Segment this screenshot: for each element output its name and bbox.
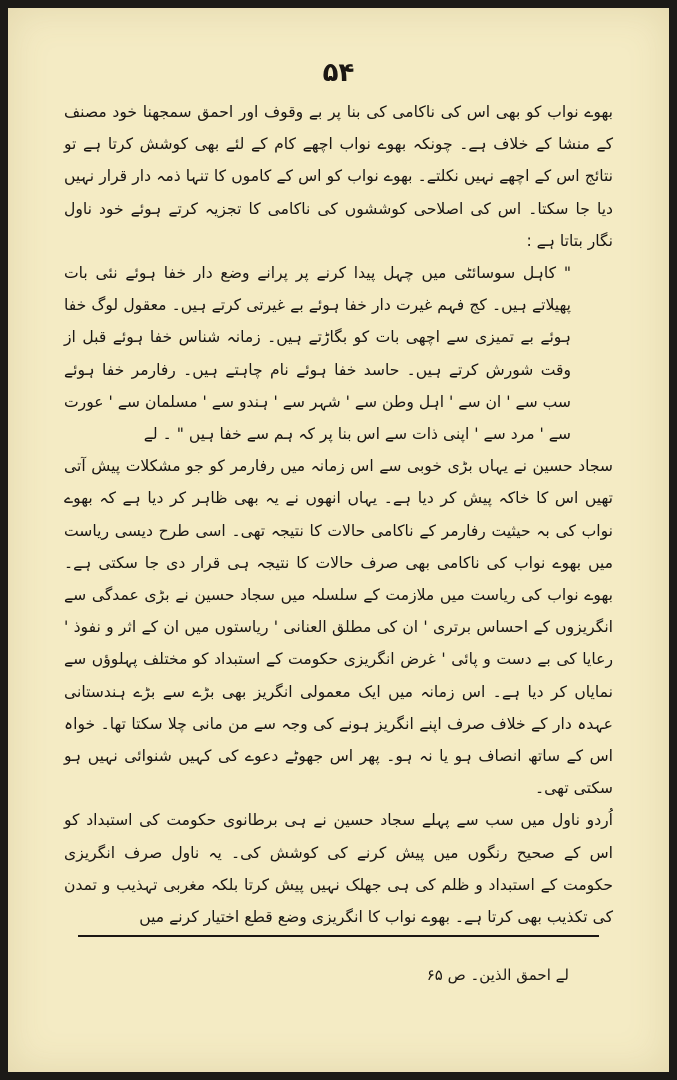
footnote: لے احمق الذین۔ ص ۶۵ (426, 966, 569, 984)
paragraph-analysis: سجاد حسین نے یہاں بڑی خوبی سے اس زمانہ میں رفارمر کو جو مشکلات پیش آتی تھیں اس کا خاکہ پیش کر دیا ہے۔ یہاں انھوں نے یہ بھی ظاہر کر دیا ہے کہ بھوے نواب کی بہ حیثیت رفارمر کے ناکامی حالات کا نتیجہ تھی۔ اسی طرح دیسی ریاست میں بھوے نواب کی ناکامی بھی صرف حالات کا نتیجہ ہی قرار دی جا سکتی ہے۔ بھوے نواب کی ریاست میں ملازمت کے سلسلہ میں سجاد حسین نے بڑی عمدگی سے انگریزوں کے احساس برتری ' ان کی مطلق العنانی ' ریاستوں میں ان کے اثر و نفوذ ' رعایا کی بے دست و پائی ' غرض انگریزی حکومت کے استبداد کو مختلف پہلوؤں سے نمایاں کر دیا ہے۔ اس زمانہ میں ایک معمولی انگریز بھی بڑے سے بڑے ہندستانی عہدہ دار کے خلاف صرف اپنے انگریز ہونے کی وجہ سے من مانی چلا سکتا تھا۔ خواہ اس کے ساتھ انصاف ہو یا نہ ہو۔ پھر اس جھوٹے دعوے کی کہیں شنوائی نہیں ہو سکتی تھی۔ (64, 457, 613, 798)
page-number: ۵۴ (322, 58, 355, 88)
footnote-divider (78, 935, 599, 937)
paragraph-intro: بھوے نواب کو بھی اس کی ناکامی کی بنا پر بے وقوف اور احمق سمجھنا خود مصنف کے منشا کے خلاف ہے۔ چونکہ بھوے نواب اچھے کام کے لئے بھی کوشش کرتا ہے تو نتائج اس کے اچھے نہیں نکلتے۔ بھوے نواب کو اس کے کاموں کا تنہا ذمہ دار قرار نہیں دیا جا سکتا۔ اس کی اصلاحی کوششوں کی ناکامی کا تجزیہ کرتے ہوئے خود ناول نگار بتاتا ہے : (64, 103, 613, 250)
page-body (64, 96, 613, 933)
book-page (8, 8, 669, 1072)
paragraph-urdu-novel: اُردو ناول میں سب سے پہلے سجاد حسین نے ہی برطانوی حکومت کی استبداد کو اس کے صحیح رنگوں میں پیش کرنے کی کوشش کی۔ یہ ناول صرف انگریزی حکومت کے استبداد و ظلم کی ہی جھلک نہیں پیش کرتا بلکہ مغربی تہذیب و تمدن کی تکذیب بھی کرتا ہے۔ بھوے نواب کا انگریزی وضع قطع اختیار کرنے میں (64, 811, 613, 927)
quotation-block: " کاہل سوسائٹی میں چہل پیدا کرنے پر پرانے وضع دار خفا ہوئے نئی بات پھیلاتے ہیں۔ کج فہم غیرت دار خفا ہوئے بے غیرتی کرتے ہیں۔ معقول لوگ خفا ہوئے بے تمیزی سے اچھی بات کو بگاڑتے ہیں۔ زمانہ شناس خفا ہوئے قبل از وقت شورش کرتے ہیں۔ حاسد خفا ہوئے نام چاہتے ہیں۔ رفارمر خفا ہوئے سب سے ' ان سے ' اہل وطن سے ' شہر سے ' ہندو سے ' مسلمان سے ' عورت سے ' مرد سے ' اپنی ذات سے اس بنا پر کہ ہم سے خفا ہیں " ۔ لے (64, 264, 571, 444)
